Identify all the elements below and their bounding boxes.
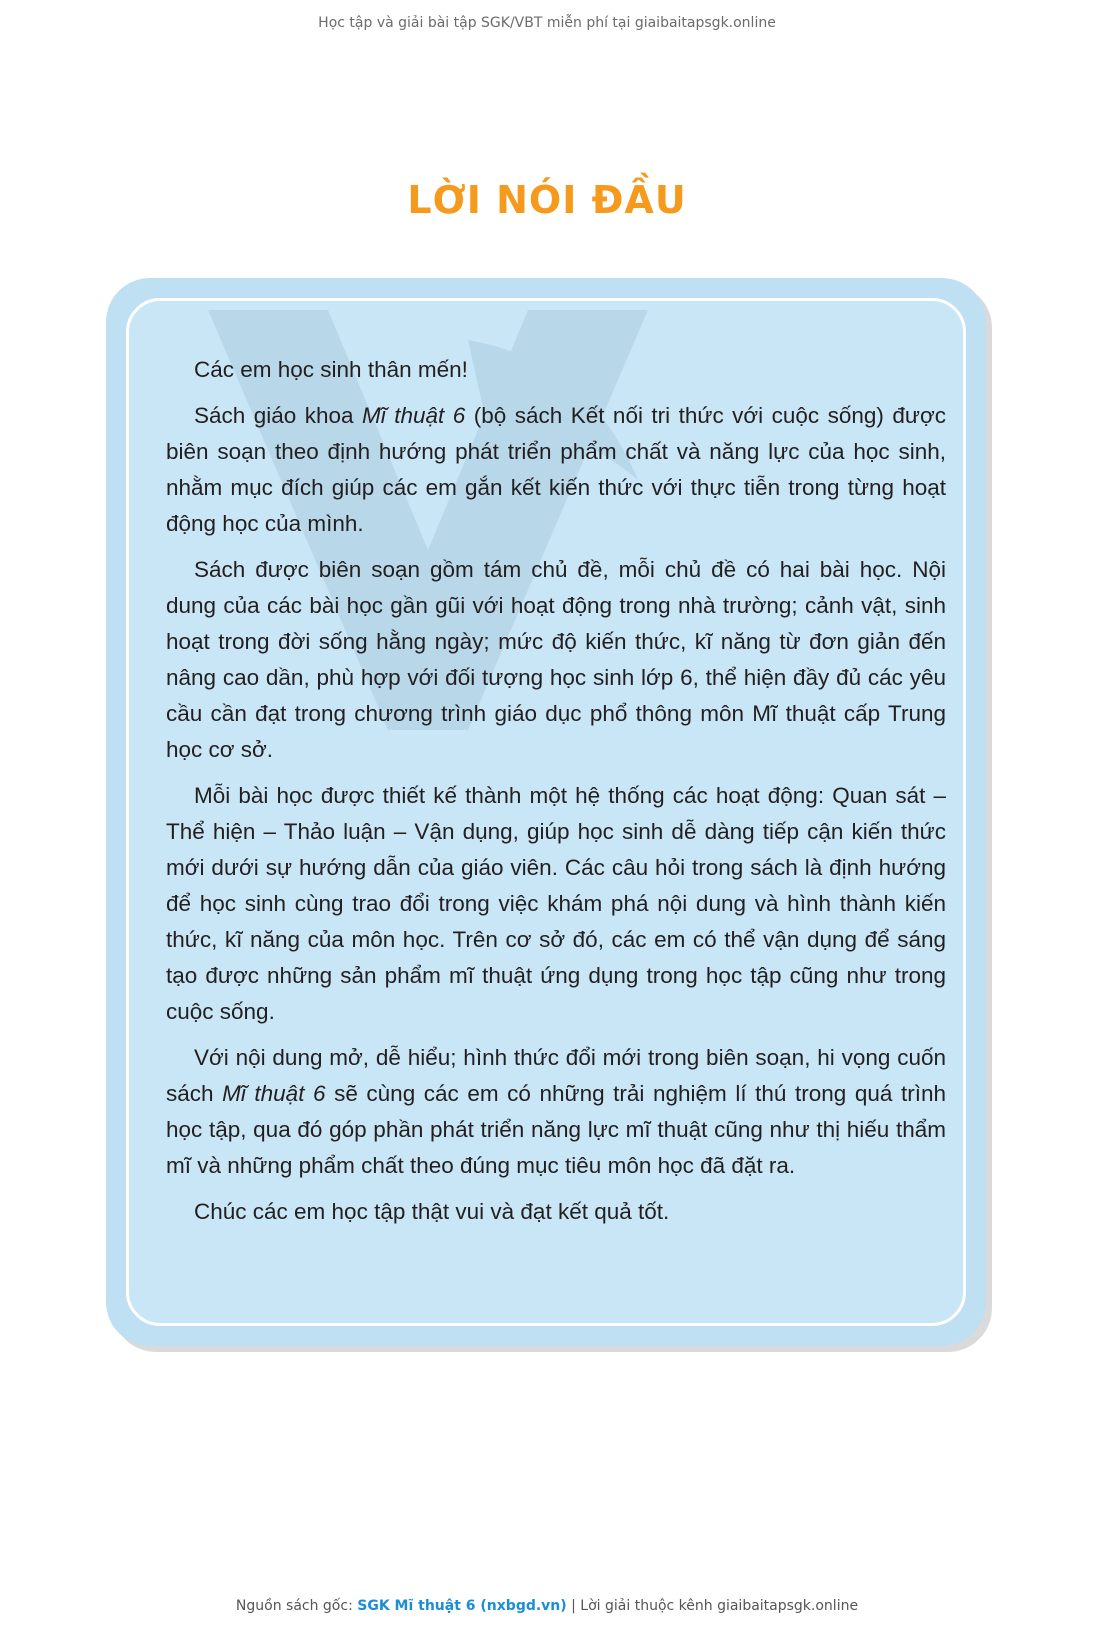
preface-text xyxy=(166,352,946,1230)
paragraph-1-end: (bộ sách Kết nối tri thức với cuộc sống) được biên soạn theo định hướng phát triển phẩm chất và năng lực của học sinh, nhằm mục đích giúp các em gắn kết kiến thức với thực tiễn trong từng hoạt động học của mình. xyxy=(166,403,946,536)
greeting: Các em học sinh thân mến! xyxy=(194,357,468,382)
book-title: Mĩ thuật 6 xyxy=(222,1081,326,1106)
footer-suffix: | Lời giải thuộc kênh giaibaitapsgk.online xyxy=(566,1598,859,1614)
book-title: Mĩ thuật 6 xyxy=(362,403,466,428)
source-link[interactable]: SGK Mĩ thuật 6 (nxbgd.vn) xyxy=(357,1598,567,1614)
paragraph-1-start: Sách giáo khoa xyxy=(194,403,363,428)
site-header: Học tập và giải bài tập SGK/VBT miễn phí tại giaibaitapsgk.online xyxy=(318,15,776,31)
paragraph-4-start: Với nội dung mở, dễ hiểu; hình thức đổi mới trong biên soạn, hi vọng cuốn sách xyxy=(166,1045,946,1106)
paragraph-4-end: sẽ cùng các em có những trải nghiệm lí thú trong quá trình học tập, qua đó góp phần phát triển năng lực mĩ thuật cũng như thị hiếu thẩm mĩ và những phẩm chất theo đúng mục tiêu môn học đã đặt ra. xyxy=(166,1081,946,1178)
footer-prefix: Nguồn sách gốc: xyxy=(235,1598,358,1614)
paragraph-4 xyxy=(166,1040,946,1184)
paragraph-2: Sách được biên soạn gồm tám chủ đề, mỗi chủ đề có hai bài học. Nội dung của các bài học gần gũi với hoạt động trong nhà trường; cảnh vật, sinh hoạt trong đời sống hằng ngày; mức độ kiến thức, kĩ năng từ đơn giản đến nâng cao dần, phù hợp với đối tượng học sinh lớp 6, thể hiện đầy đủ các yêu cầu cần đạt trong chương trình giáo dục phổ thông môn Mĩ thuật cấp Trung học cơ sở. xyxy=(166,557,946,762)
closing: Chúc các em học tập thật vui và đạt kết quả tốt. xyxy=(194,1199,670,1224)
paragraph-1 xyxy=(166,398,946,542)
page-title: LỜI NÓI ĐẦU xyxy=(407,178,687,222)
page-footer xyxy=(0,1598,1094,1614)
paragraph-3: Mỗi bài học được thiết kế thành một hệ thống các hoạt động: Quan sát – Thể hiện – Thảo luận – Vận dụng, giúp học sinh dễ dàng tiếp cận kiến thức mới dưới sự hướng dẫn của giáo viên. Các câu hỏi trong sách là định hướng để học sinh cùng trao đổi trong việc khám phá nội dung và hình thành kiến thức, kĩ năng của môn học. Trên cơ sở đó, các em có thể vận dụng để sáng tạo được những sản phẩm mĩ thuật ứng dụng trong học tập cũng như trong cuộc sống. xyxy=(166,783,946,1024)
